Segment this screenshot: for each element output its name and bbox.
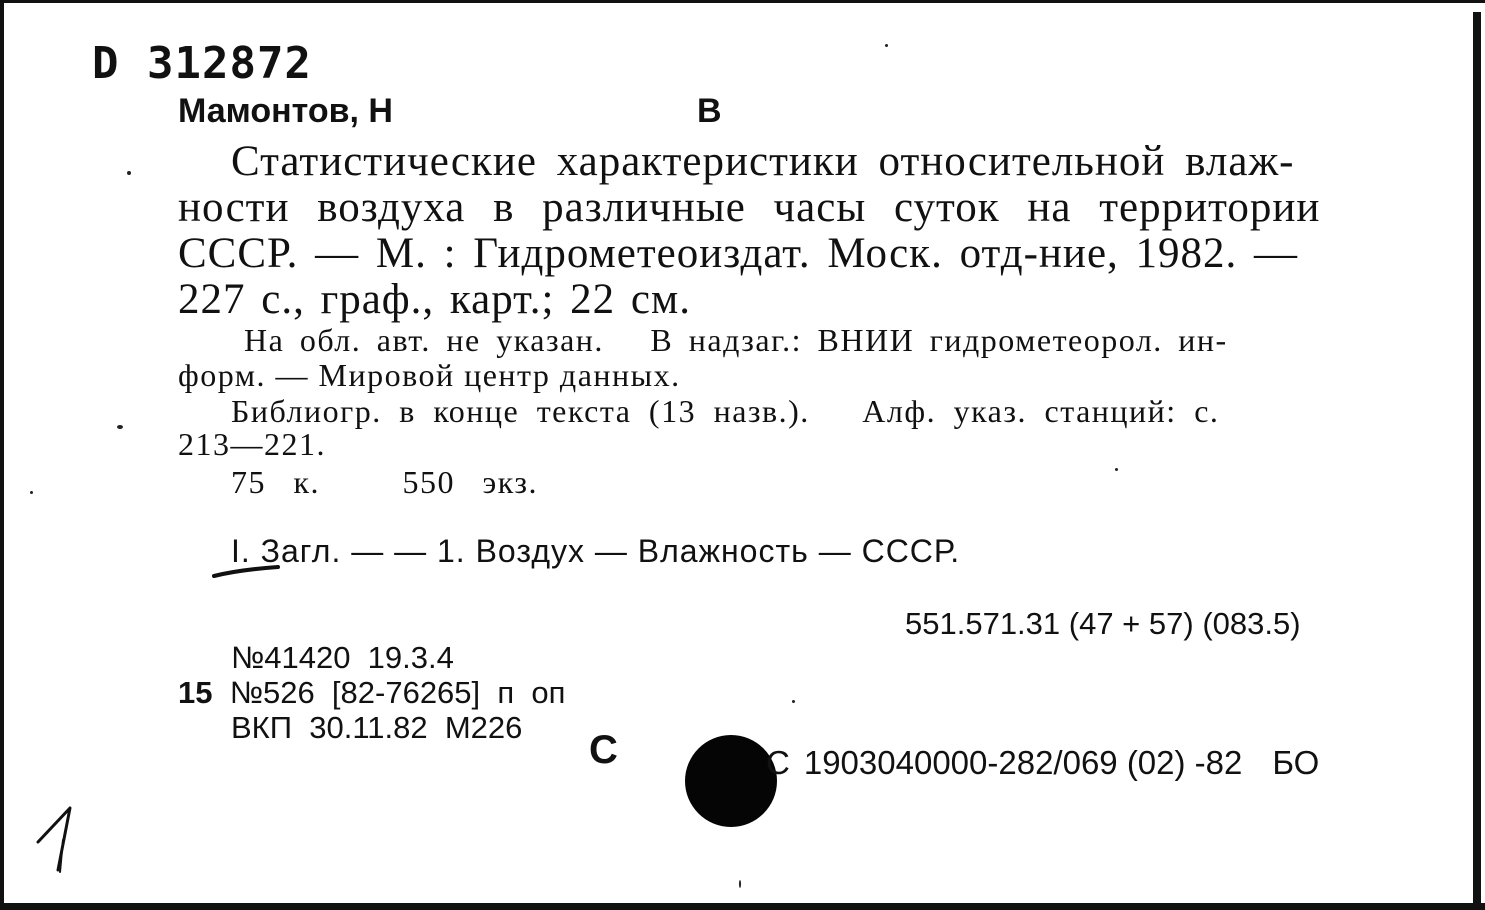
dust-speck (792, 700, 795, 703)
handwritten-number (30, 800, 90, 880)
note-line: 213—221. (178, 426, 326, 462)
publisher-code (766, 746, 1319, 779)
accession-line: №41420 19.3.4 (231, 640, 454, 675)
copy-count: 15 (178, 675, 213, 710)
dust-speck (117, 425, 123, 429)
dust-speck (127, 171, 131, 175)
accession-line (178, 677, 565, 708)
dust-speck (885, 44, 888, 47)
dust-speck (30, 491, 33, 494)
title-line: Статистические характеристики относительной влаж- (231, 138, 1295, 185)
title-line: СССР. — М. : Гидрометеоиздат. Моск. отд-ние, 1982. — (178, 230, 1299, 277)
note-line: Библиогр. в конце текста (13 назв.). Алф. указ. станций: с. (231, 393, 1220, 429)
card-edge-right (1473, 12, 1481, 910)
card-edge-bottom (0, 903, 1485, 910)
udc-classification: 551.571.31 (47 + 57) (083.5) (905, 606, 1301, 641)
title-line: 227 с., граф., карт.; 22 см. (178, 276, 691, 323)
code-suffix: БО (1272, 744, 1320, 781)
punch-hole (685, 735, 777, 827)
note-line: форм. — Мировой центр данных. (178, 357, 681, 393)
code-prefix: С (766, 744, 790, 781)
call-number: D 312872 (92, 38, 312, 89)
dust-speck (1115, 468, 1118, 471)
card-edge-left (0, 0, 4, 910)
note-line: 75 к. 550 экз. (231, 464, 539, 500)
handwritten-underline (210, 560, 290, 582)
subject-tracing: I. Загл. — — 1. Воздух — Влажность — СССР. (231, 533, 961, 569)
stamp-letter: С (589, 728, 618, 772)
note-line: На обл. авт. не указан. В надзаг.: ВНИИ гидрометеорол. ин- (244, 322, 1228, 358)
author-mark: В (697, 92, 722, 130)
accession-line: ВКП 30.11.82 М226 (231, 710, 523, 745)
author-name: Мамонтов, Н (178, 92, 393, 130)
code-value: 1903040000-282/069 (02) -82 (803, 744, 1243, 781)
card-edge-top (0, 0, 1485, 3)
accession-number: №526 [82-76265] п оп (229, 675, 566, 710)
title-line: ности воздуха в различные часы суток на территории (178, 184, 1321, 231)
dust-speck (739, 880, 741, 888)
